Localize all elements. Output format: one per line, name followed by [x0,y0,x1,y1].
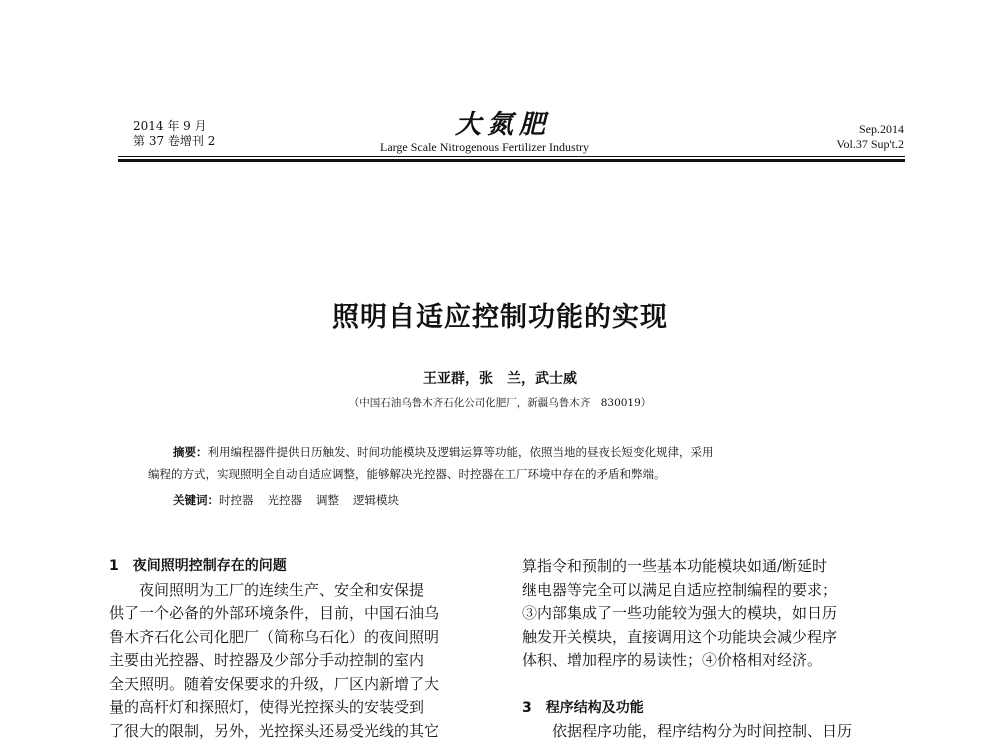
keyword: 光控器 [267,493,302,507]
abstract [148,441,868,485]
abstract-text-1: 利用编程器件提供日历触发、时间功能模块及逻辑运算等功能，依照当地的昼夜长短变化规律，采用 [207,445,714,459]
header-rule-thick [118,159,905,162]
section-number: 3 [522,699,532,716]
body-line: 夜间照明为工厂的连续生产、安全和安保提 [139,580,425,599]
section-title: 夜间照明控制存在的问题 [132,558,287,574]
keyword: 调整 [316,493,339,507]
header-issue-cn [133,119,215,149]
abstract-label: 摘要： [173,445,208,459]
paper-title: 照明自适应控制功能的实现 [332,302,668,333]
body-line: 量的高杆灯和探照灯，使得光控探头的安装受到 [109,698,425,716]
header-volume-en: Vol.37 Sup't.2 [836,137,904,151]
abstract-first-line [148,441,868,463]
header-issue-en [836,122,904,152]
body-line: 了很大的限制，另外，光控探头还易受光线的其它 [109,721,440,740]
header-date-cn: 2014 年 9 月 [133,119,207,133]
body-line: ③内部集成了一些功能较为强大的模块，如日历 [522,604,838,622]
keyword: 逻辑模块 [353,493,399,507]
left-column [109,555,493,743]
right-column [522,555,910,744]
body-line: 依据程序功能，程序结构分为时间控制、日历 [552,722,853,740]
section-1-heading [109,555,493,579]
section-title: 程序结构及功能 [545,699,644,716]
body-line: 主要由光控器、时控器及少部分手动控制的室内 [109,651,425,669]
paper-affiliation: （中国石油乌鲁木齐石化公司化肥厂，新疆乌鲁木齐 830019） [348,397,652,409]
body-line: 鲁木齐石化公司化肥厂（简称乌石化）的夜间照明 [109,627,440,646]
header-volume-cn: 第 37 卷增刊 2 [133,134,216,148]
section-3-heading [522,697,910,721]
paper-authors: 王亚群，张 兰，武士威 [423,371,577,387]
keywords-label: 关键词： [173,493,219,507]
body-line: 算指令和预制的一些基本功能模块如通/断延时 [522,557,828,575]
header-date-en: Sep.2014 [859,122,904,136]
body-line: 全天照明。随着安保要求的升级，厂区内新增了大 [109,674,440,693]
keywords [173,492,413,508]
abstract-text-2: 编程的方式，实现照明全自动自适应调整，能够解决光控器、时控器在工厂环境中存在的矛盾和弊端。 [148,467,666,481]
body-line: 供了一个必备的外部环境条件，目前，中国石油乌 [109,604,440,622]
journal-name-en: Large Scale Nitrogenous Fertilizer Industry [380,140,590,154]
section-gap [522,673,910,697]
body-line: 体积、增加程序的易读性；④价格相对经济。 [522,651,823,669]
body-line: 继电器等完全可以满足自适应控制编程的要求； [522,580,838,599]
section-number: 1 [109,558,119,574]
keyword: 时控器 [219,493,254,507]
journal-logo: 大氮肥 [455,110,552,140]
body-line: 触发开关模块，直接调用这个功能块会减少程序 [522,627,838,646]
header-rule-thin [118,156,905,157]
